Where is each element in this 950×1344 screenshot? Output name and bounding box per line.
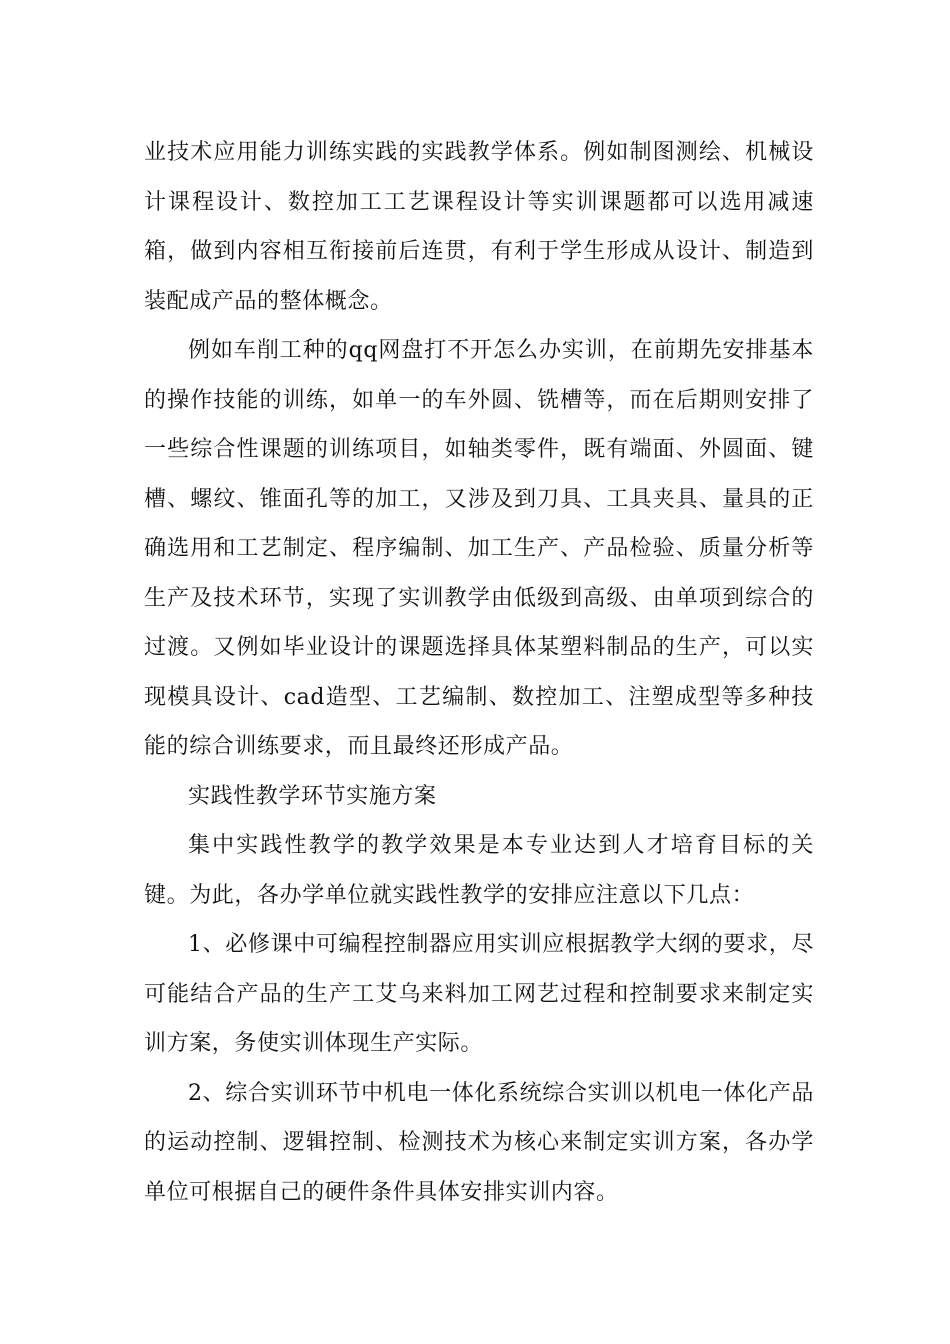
document-body xyxy=(144,128,814,1217)
paragraph-intro: 集中实践性教学的教学效果是本专业达到人才培育目标的关键。为此，各办学单位就实践性教学的安排应注意以下几点： xyxy=(144,833,814,908)
paragraph-continuation: 业技术应用能力训练实践的实践教学体系。例如制图测绘、机械设计课程设计、数控加工工艺课程设计等实训课题都可以选用减速箱，做到内容相互衔接前后连贯，有利于学生形成从设计、制造到装配成产品的整体概念。 xyxy=(144,140,814,314)
section-heading: 实践性教学环节实施方案 xyxy=(188,783,437,809)
paragraph-turning-example: 例如车削工种的qq网盘打不开怎么办实训，在前期先安排基本的操作技能的训练，如单一的车外圆、铣槽等，而在后期则安排了一些综合性课题的训练项目，如轴类零件，既有端面、外圆面、键槽、螺纹、锥面孔等的加工，又涉及到刀具、工具夹具、量具的正确选用和工艺制定、程序编制、加工生产、产品检验、质量分析等生产及技术环节，实现了实训教学由低级到高级、由单项到综合的过渡。又例如毕业设计的课题选择具体某塑料制品的生产，可以实现模具设计、cad造型、工艺编制、数控加工、注塑成型等多种技能的综合训练要求，而且最终还形成产品。 xyxy=(144,338,814,759)
paragraph-point-1: 1、必修课中可编程控制器应用实训应根据教学大纲的要求，尽可能结合产品的生产工艾乌来料加工网艺过程和控制要求来制定实训方案，务使实训体现生产实际。 xyxy=(144,932,814,1056)
paragraph-point-2: 2、综合实训环节中机电一体化系统综合实训以机电一体化产品的运动控制、逻辑控制、检测技术为核心来制定实训方案，各办学单位可根据自己的硬件条件具体安排实训内容。 xyxy=(144,1080,814,1205)
